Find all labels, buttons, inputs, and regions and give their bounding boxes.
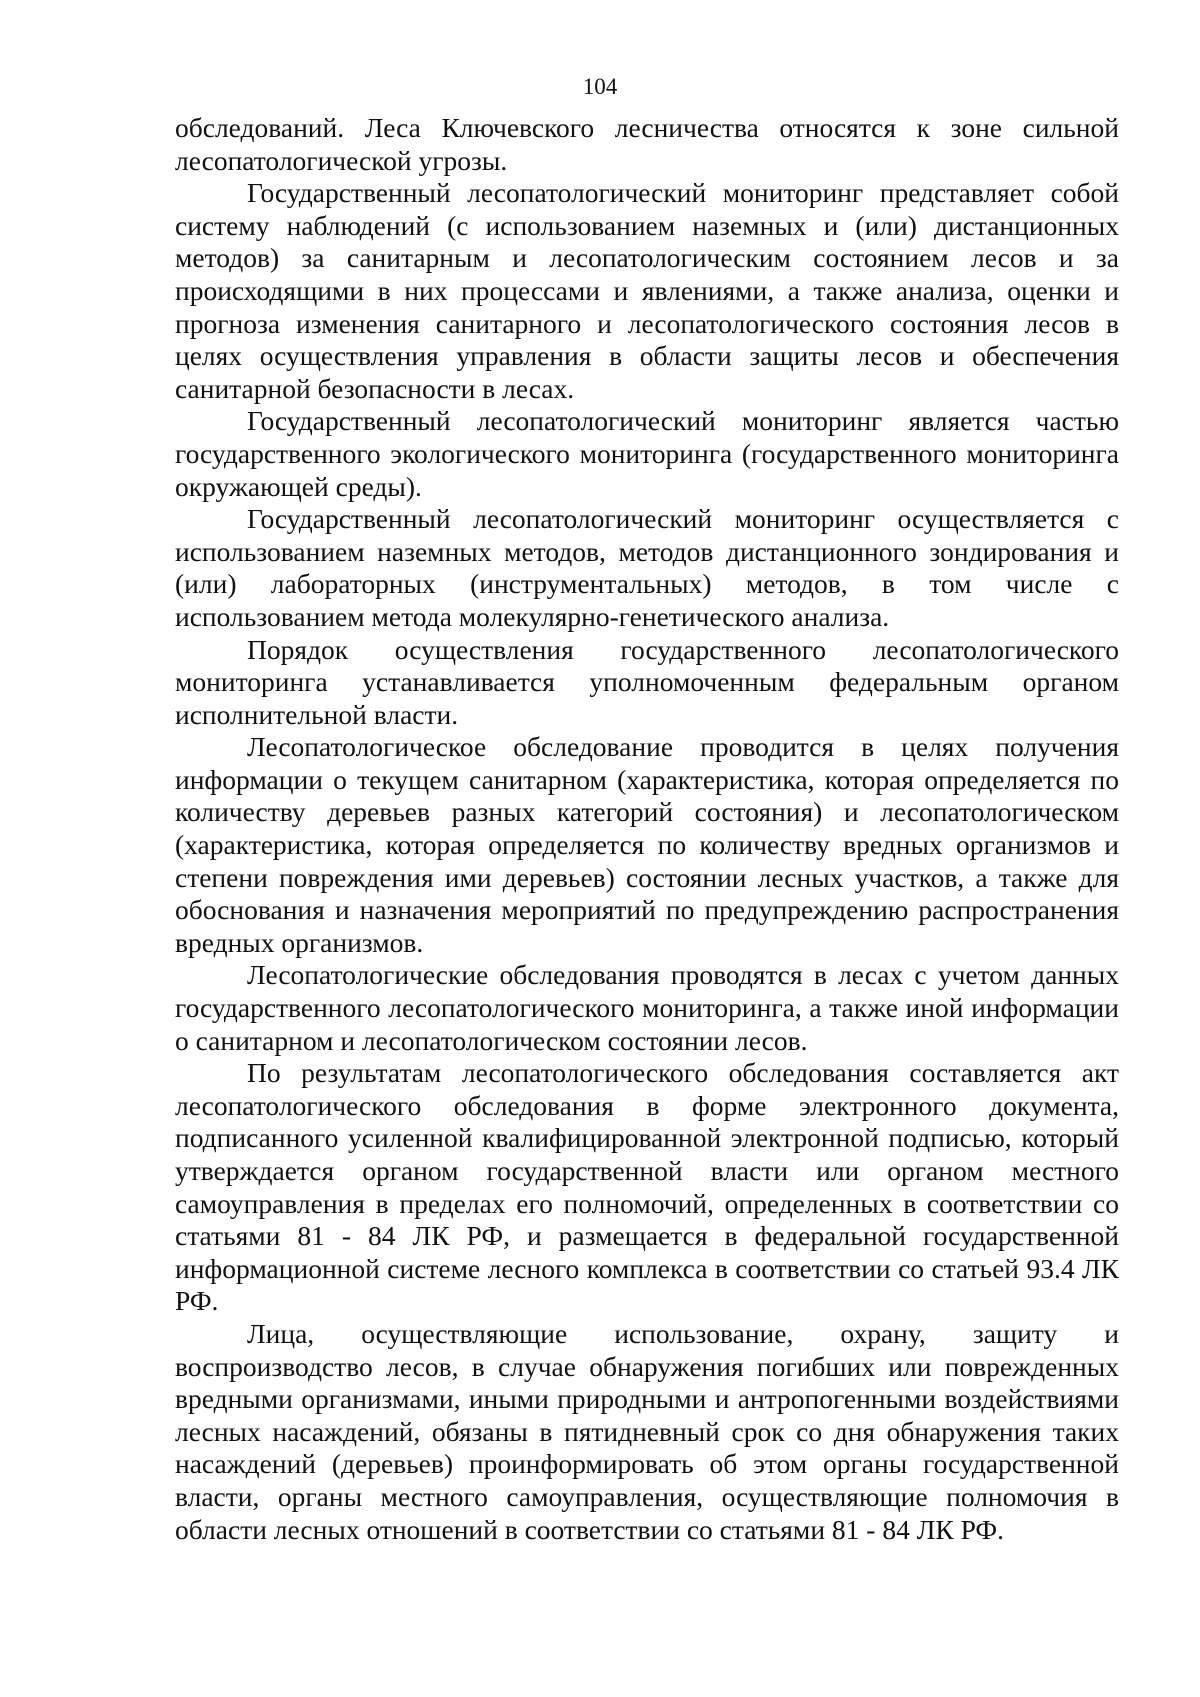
paragraph-continuation: обследований. Леса Ключевского лесничества относятся к зоне сильной лесопатологической угрозы. <box>175 112 1119 176</box>
paragraph-survey-purpose: Лесопатологическое обследование проводится в целях получения информации о текущем санитарном (характеристика, которая определяется по количеству деревьев разных категорий состояния) и лесопатологическом (характеристика, которая определяется по количеству вредных организмов и степени повреждения ими деревьев) состоянии лесных участков, а также для обоснования и назначения мероприятий по предупреждению распространения вредных организмов. <box>175 731 1119 958</box>
paragraph-monitoring-part-of-ecological: Государственный лесопатологический мониторинг является частью государственного экологического мониторинга (государственного мониторинга окружающей среды). <box>175 405 1119 502</box>
paragraph-survey-conduct: Лесопатологические обследования проводятся в лесах с учетом данных государственного лесопатологического мониторинга, а также иной информации о санитарном и лесопатологическом состоянии лесов. <box>175 959 1119 1056</box>
paragraph-survey-act: По результатам лесопатологического обследования составляется акт лесопатологического обследования в форме электронного документа, подписанного усиленной квалифицированной электронной подписью, который утверждается органом государственной власти или органом местного самоуправления в пределах его полномочий, определенных в соответствии со статьями 81 - 84 ЛК РФ, и размещается в федеральной государственной информационной системе лесного комплекса в соответствии со статьей 93.4 ЛК РФ. <box>175 1057 1119 1317</box>
paragraph-notification-duty: Лица, осуществляющие использование, охрану, защиту и воспроизводство лесов, в случае обнаружения погибших или поврежденных вредными организмами, иными природными и антропогенными воздействиями лесных насаждений, обязаны в пятидневный срок со дня обнаружения таких насаждений (деревьев) проинформировать об этом органы государственной власти, органы местного самоуправления, осуществляющие полномочия в области лесных отношений в соответствии со статьями 81 - 84 ЛК РФ. <box>175 1317 1119 1545</box>
document-body <box>175 112 1119 1546</box>
paragraph-monitoring-definition: Государственный лесопатологический мониторинг представляет собой систему наблюдений (с использованием наземных и (или) дистанционных методов) за санитарным и лесопатологическим состоянием лесов и за происходящими в них процессами и явлениями, а также анализа, оценки и прогноза изменения санитарного и лесопатологического состояния лесов в целях осуществления управления в области защиты лесов и обеспечения санитарной безопасности в лесах. <box>175 177 1119 404</box>
paragraph-monitoring-methods: Государственный лесопатологический мониторинг осуществляется с использованием наземных методов, методов дистанционного зондирования и (или) лабораторных (инструментальных) методов, в том числе с использованием метода молекулярно-генетического анализа. <box>175 503 1119 632</box>
paragraph-monitoring-procedure: Порядок осуществления государственного лесопатологического мониторинга устанавливается уполномоченным федеральным органом исполнительной власти. <box>175 633 1119 730</box>
page-number: 104 <box>582 74 618 99</box>
